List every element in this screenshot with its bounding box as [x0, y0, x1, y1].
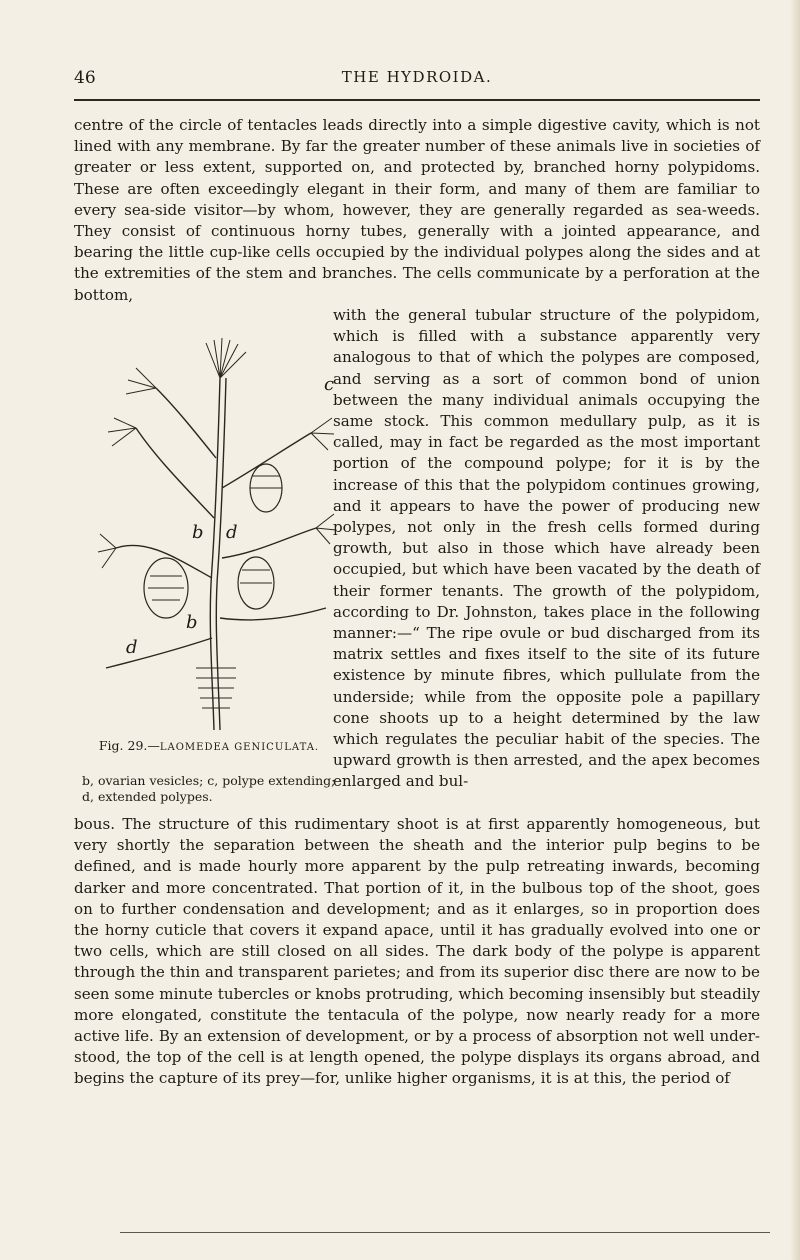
figure-illustration — [96, 338, 336, 730]
page-header — [74, 68, 760, 94]
paragraph-right-column: with the general tubular structure of the polypidom, which is filled with a substance apparently very analogous to that of which the polypes are composed, and serving as a sort of common bond of union between the many individual animals occupying the same stock. This common medullary pulp, as it is called, may in fact be regarded as the most important portion of the compound polype; for it is by the increase of this that the polypidom continues growing, and it appears to have the power of producing new polypes, not only in the fresh cells formed during growth, but also in those which have already been occupied, but which have been vacated by the death of their former tenants. The growth of the polypidom, according to Dr. Johnston, takes place in the following manner:—“ The ripe ovule or bud discharged from its matrix settles and fixes itself to the site of its future existence by minute fibres, which pullulate from the underside; while from the opposite pole a papillary cone shoots up to a height determined by the law which regulates the peculiar habit of the species. The upward growth is then arrested, and the apex becomes enlarged and bul- — [333, 306, 760, 791]
bottom-rule — [120, 1232, 770, 1233]
laomedea-drawing — [96, 338, 336, 730]
paragraph-bottom: bous. The structure of this rudimentary shoot is at first apparently homogeneous, but very shortly the separation between the sheath and the interior pulp begins to be defined, and is made hourly more apparent by the pulp retreating inwards, becoming darker and more concentrated. That portion of it, in the bulbous top of the shoot, goes on to further condensation and development; and as it enlarges, so in proportion does the horny cuticle that covers it expand apace, until it has gradually evolved into one or two cells, which are still closed on all sides. The dark body of the polype is apparent through the thin and transparent parietes; and from its superior disc there are now to be seen some minute tubercles or knobs protruding, which becoming insensibly but steadily more elongated, constitute the tentacula of the polype, now nearly ready for a more active life. By an extension of development, or by a process of absorption not well understood, the top of the cell is at length opened, the polype displays its organs abroad, and begins the capture of its prey—for, unlike higher organisms, it is at this, the period of — [74, 815, 760, 1088]
label-d-upper: d — [226, 522, 238, 543]
figure-caption — [84, 738, 334, 753]
figure-caption-name: LAOMEDEA GENICULATA. — [159, 742, 320, 753]
figure-caption-prefix: Fig. 29.— — [98, 738, 160, 753]
running-head: THE HYDROIDA. — [341, 68, 493, 86]
paragraph-top: centre of the circle of tentacles leads directly into a simple digestive cavity, which is not lined with any membrane. By far the greater number of these animals live in societies of greater or less extent, supported on, and protected by, branched horny polypidoms. These are often exceedingly elegant in their form, and many of them are familiar to every sea-side visitor—by whom, however, they are generally regarded as sea-weeds. They consist of continuous horny tubes, generally with a jointed appearance, and bearing the little cup-like cells occupied by the individual polypes along the sides and at the extremities of the stem and branches. The cells communicate by a perforation at the bottom, — [74, 116, 760, 304]
figure-legend: b, ovarian vesicles; c, polype extending; d, extended polypes. — [82, 773, 336, 804]
label-c: c — [324, 374, 335, 395]
label-d-lower: d — [126, 637, 138, 658]
header-rule — [74, 99, 760, 101]
page-number: 46 — [74, 68, 96, 88]
label-b-lower: b — [186, 612, 198, 633]
page-edge-shadow — [790, 0, 800, 1260]
label-b-upper: b — [192, 522, 204, 543]
